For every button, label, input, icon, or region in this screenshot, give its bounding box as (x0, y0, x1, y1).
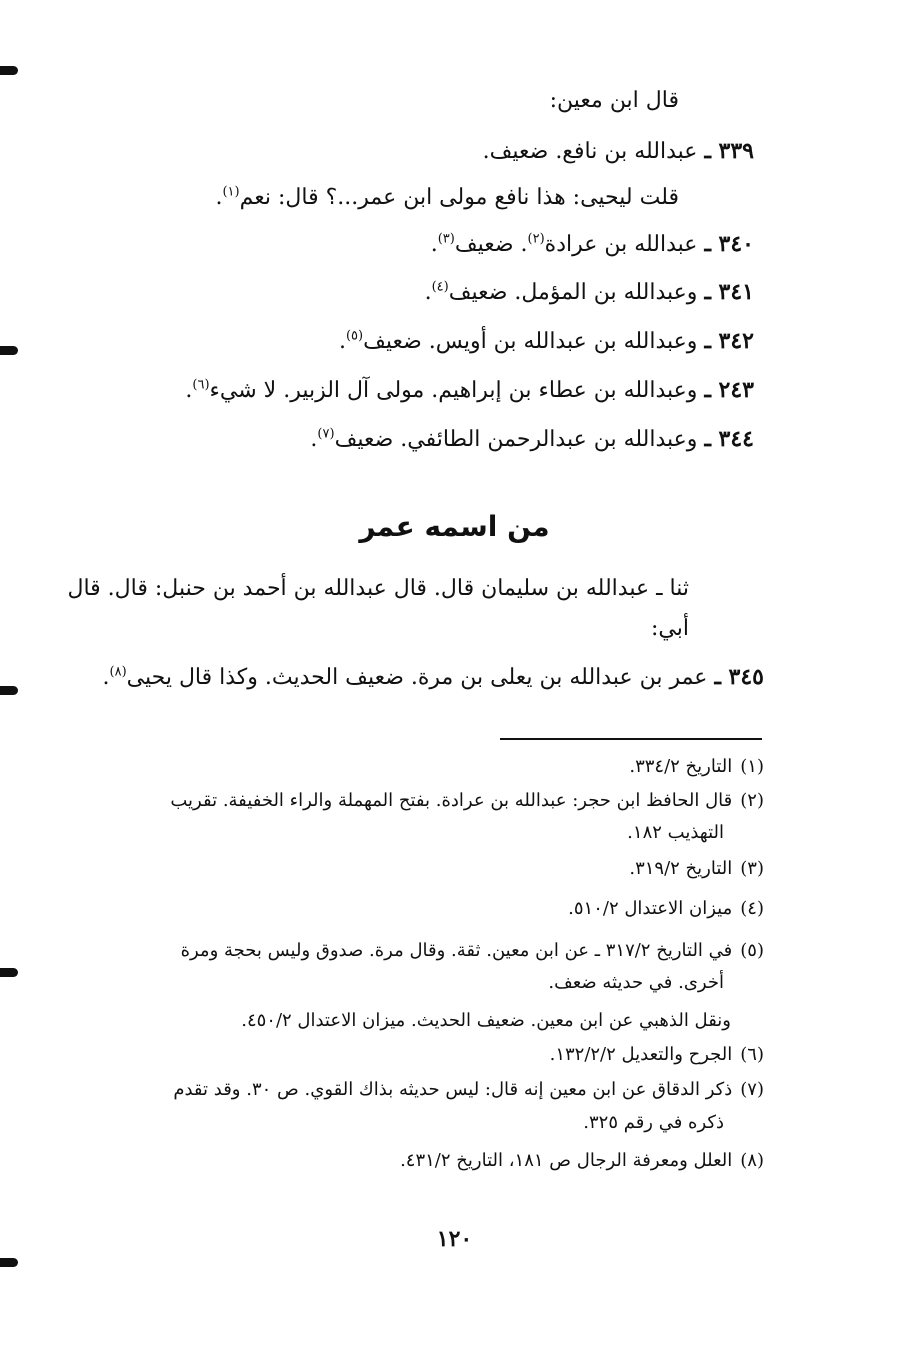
entry-number: ٣٤٥ ـ (714, 664, 764, 690)
footnote-number: (١) (740, 756, 764, 777)
footnote-text: التهذيب ١٨٢. (627, 822, 724, 843)
entry-tail: . (430, 232, 438, 257)
entry-text: عمر بن عبدالله بن يعلى بن مرة. ضعيف الحديث. وكذا قال يحيى (126, 665, 708, 690)
footnote-text: ونقل الذهبي عن ابن معين. ضعيف الحديث. ميزان الاعتدال ٤٥٠/٢. (241, 1010, 731, 1031)
entry-number: ٣٤٢ ـ (704, 328, 754, 354)
entry-text: وعبدالله بن عبدالله بن أويس. ضعيف (363, 329, 698, 354)
footnote-text: ذكر الدقاق عن ابن معين إنه قال: ليس حديثه بذاك القوي. ص ٣٠. وقد تقدم (173, 1079, 733, 1100)
entry-text: عبدالله بن نافع. ضعيف. (482, 139, 698, 164)
footnote-text: العلل ومعرفة الرجال ص ١٨١، التاريخ ٤٣١/٢. (400, 1150, 733, 1171)
intro-line (550, 86, 679, 116)
footnote-ref[interactable]: (١) (222, 184, 240, 200)
question-line (215, 183, 679, 213)
page-number: ١٢٠ (436, 1226, 473, 1252)
footnote-divider (500, 738, 762, 740)
footnote-text: أخرى. في حديثه ضعف. (548, 972, 724, 993)
footnote-7 (173, 1077, 764, 1103)
footnote-ref[interactable]: (٦) (192, 377, 210, 393)
footnote-text: ميزان الاعتدال ٥١٠/٢. (568, 898, 733, 919)
entry-343 (185, 375, 754, 406)
scan-mark (0, 686, 18, 695)
entry-tail: . (215, 185, 223, 210)
chain-text: أبي: (651, 616, 689, 641)
footnote-text: قال الحافظ ابن حجر: عبدالله بن عرادة. بفتح المهملة والراء الخفيفة. تقريب (170, 790, 733, 811)
footnote-ref[interactable]: (٤) (431, 279, 449, 295)
entry-345 (103, 662, 764, 693)
footnote-ref[interactable]: (٢) (527, 231, 545, 247)
scan-mark (0, 346, 18, 355)
footnote-text: الجرح والتعديل ١٣٢/٢/٢. (549, 1044, 733, 1065)
section-title: من اسمه عمر (359, 510, 550, 543)
footnote-8 (400, 1148, 764, 1174)
footnote-number: (٦) (740, 1044, 764, 1065)
footnote-5-continued (241, 1008, 731, 1034)
intro-text: قال ابن معين: (549, 88, 679, 113)
entry-number: ٣٤٠ ـ (704, 231, 754, 257)
entry-text-2: . ضعيف (454, 232, 528, 257)
footnote-5-continued (548, 970, 724, 996)
entry-number: ٣٤١ ـ (704, 279, 754, 305)
chain-text: ثنا ـ عبدالله بن سليمان قال. قال عبدالله بن أحمد بن حنبل: قال. قال (67, 576, 689, 601)
entry-text: وعبدالله بن عبدالرحمن الطائفي. ضعيف (334, 427, 698, 452)
entry-text: وعبدالله بن عطاء بن إبراهيم. مولى آل الزبير. لا شيء (209, 378, 698, 403)
footnote-number: (٤) (740, 898, 764, 919)
footnote-2 (170, 788, 764, 814)
footnote-3 (629, 856, 764, 882)
scan-mark (0, 1258, 18, 1267)
footnote-text: التاريخ ٣١٩/٢. (629, 858, 733, 879)
entry-339 (483, 136, 754, 167)
footnote-number: (٨) (740, 1150, 764, 1171)
entry-344 (310, 424, 754, 455)
entry-text: وعبدالله بن المؤمل. ضعيف (448, 280, 698, 305)
footnote-ref[interactable]: (٣) (437, 231, 455, 247)
footnote-number: (٧) (740, 1079, 764, 1100)
entry-number: ٣٤٤ ـ (704, 426, 754, 452)
footnote-ref[interactable]: (٧) (317, 426, 335, 442)
footnote-text: ذكره في رقم ٣٢٥. (583, 1112, 724, 1133)
footnote-number: (٢) (740, 790, 764, 811)
entry-number: ٣٣٩ ـ (704, 138, 754, 164)
footnote-6 (550, 1042, 764, 1068)
entry-340 (431, 229, 754, 260)
entry-341 (425, 277, 754, 308)
footnote-1 (629, 754, 764, 780)
footnote-4 (568, 896, 764, 922)
chain-line-2 (651, 614, 689, 644)
footnote-2-continued (627, 820, 724, 846)
entry-tail: . (102, 665, 110, 690)
chain-line-1 (67, 574, 689, 604)
entry-tail: . (424, 280, 432, 305)
footnote-ref[interactable]: (٥) (345, 328, 364, 344)
entry-tail: . (310, 427, 318, 452)
footnote-text: في التاريخ ٣١٧/٢ ـ عن ابن معين. ثقة. وقال مرة. صدوق وليس بحجة ومرة (180, 940, 733, 961)
entry-342 (339, 326, 754, 357)
entry-tail: . (338, 329, 346, 354)
scan-mark (0, 66, 18, 75)
footnote-number: (٥) (740, 940, 764, 961)
entry-tail: . (185, 378, 193, 403)
scan-mark (0, 968, 18, 977)
footnote-text: التاريخ ٣٣٤/٢. (629, 756, 733, 777)
entry-text: عبدالله بن عرادة (544, 232, 698, 257)
footnote-ref[interactable]: (٨) (109, 664, 127, 680)
entry-text: قلت ليحيى: هذا نافع مولى ابن عمر...؟ قال: نعم (239, 185, 679, 210)
entry-number: ٢٤٣ ـ (704, 377, 754, 403)
footnote-7-continued (583, 1110, 724, 1136)
footnote-number: (٣) (740, 858, 764, 879)
footnote-5 (181, 938, 764, 964)
